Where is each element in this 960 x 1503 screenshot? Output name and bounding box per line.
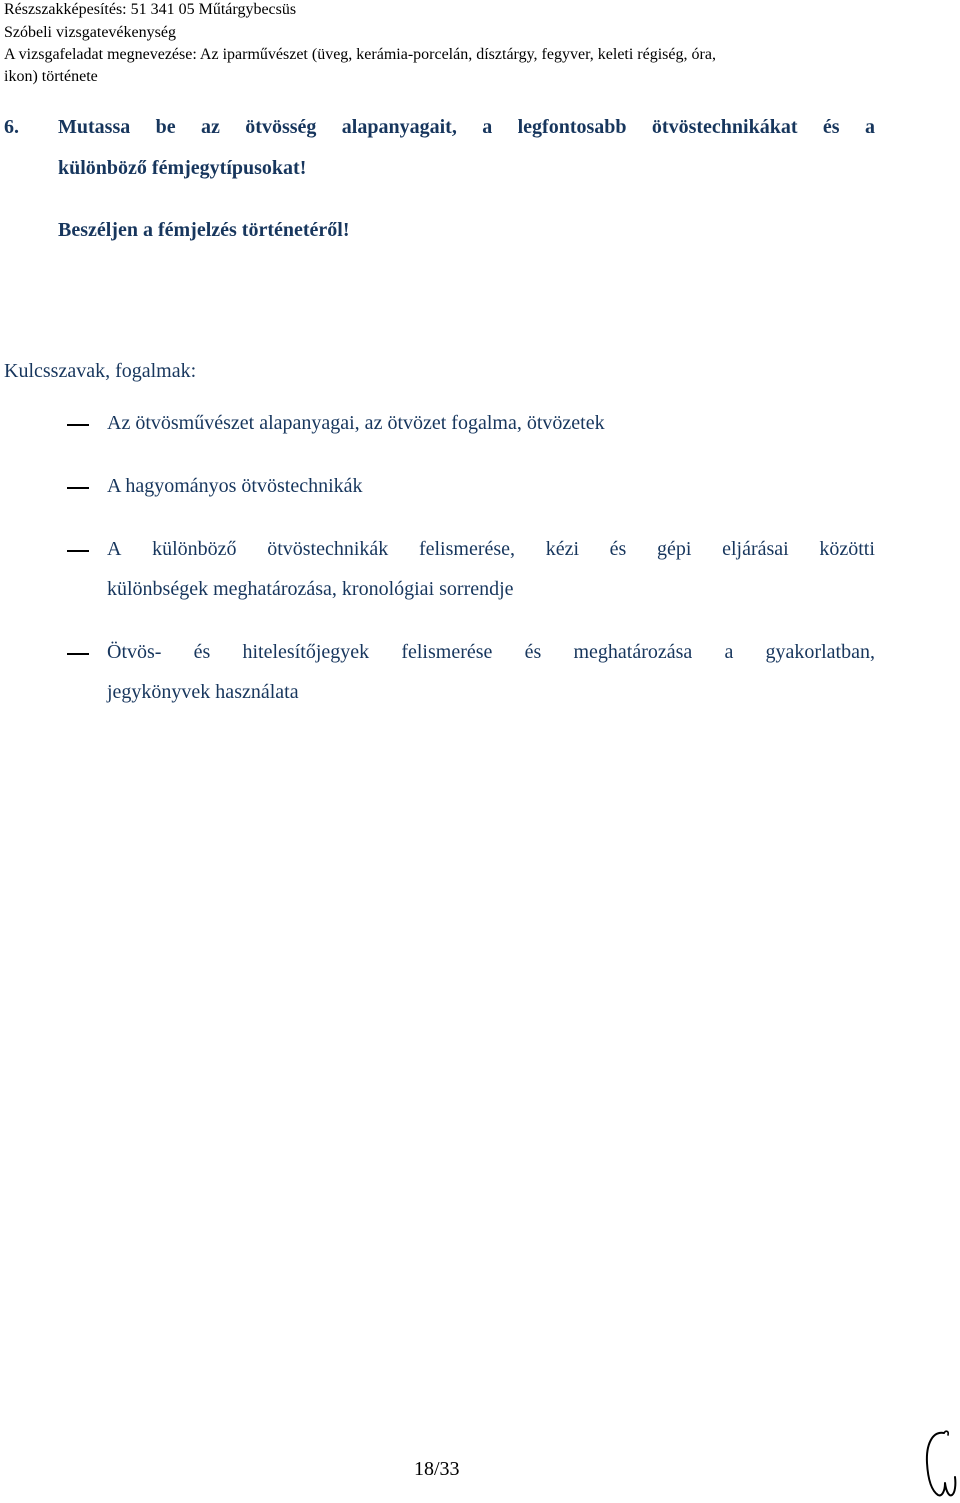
keyword-word: felismerése, xyxy=(418,538,516,560)
dash-bullet xyxy=(67,487,89,489)
keywords-title: Kulcsszavak, fogalmak: xyxy=(4,360,197,382)
keyword-word: és xyxy=(609,538,627,560)
dash-bullet xyxy=(67,550,89,552)
question-word: a xyxy=(482,116,493,138)
question-word: és xyxy=(822,116,840,138)
question-word: ötvösség xyxy=(245,116,317,138)
question-word: az xyxy=(201,116,220,138)
keyword-word: gyakorlatban, xyxy=(765,641,875,663)
header-activity: Szóbeli vizsgatevékenység xyxy=(4,24,176,41)
keyword-word: kézi xyxy=(545,538,579,560)
keyword-word: A xyxy=(107,538,122,560)
question-line-3: Beszéljen a fémjelzés történetéről! xyxy=(58,219,350,241)
question-line-2: különböző fémjegytípusokat! xyxy=(58,157,307,179)
question-word: be xyxy=(155,116,176,138)
question-word: alapanyagait, xyxy=(341,116,457,138)
keyword-word: meghatározása xyxy=(573,641,693,663)
keyword-item-4-line-1 xyxy=(107,639,875,665)
page-number: 18/33 xyxy=(414,1458,460,1480)
keyword-word: hitelesítőjegyek xyxy=(242,641,370,663)
signature-mark xyxy=(918,1425,958,1501)
dash-bullet xyxy=(67,653,89,655)
question-word: legfontosabb xyxy=(517,116,627,138)
header-qualification: Részszakképesítés: 51 341 05 Műtárgybecsüs xyxy=(4,1,297,18)
question-line-1 xyxy=(58,114,875,140)
header-task-name: A vizsgafeladat megnevezése: Az iparművészet (üveg, kerámia-porcelán, dísztárgy, fegyver, keleti régiség, óra, xyxy=(4,46,716,63)
question-word: ötvöstechnikákat xyxy=(651,116,798,138)
keyword-item-3-line-1 xyxy=(107,536,875,562)
keyword-item-4-line-2: jegykönyvek használata xyxy=(107,681,299,703)
keyword-word: Ötvös- xyxy=(107,641,162,663)
keyword-word: eljárásai xyxy=(722,538,789,560)
question-number: 6. xyxy=(4,116,19,138)
dash-bullet xyxy=(67,424,89,426)
keyword-word: és xyxy=(193,641,211,663)
keyword-item-1: Az ötvösművészet alapanyagai, az ötvözet fogalma, ötvözetek xyxy=(107,412,605,434)
keyword-word: és xyxy=(524,641,542,663)
keyword-word: különböző xyxy=(152,538,237,560)
keyword-word: közötti xyxy=(819,538,875,560)
question-word: Mutassa xyxy=(58,116,131,138)
header-task-name-cont: ikon) története xyxy=(4,68,98,85)
keyword-word: ötvöstechnikák xyxy=(267,538,389,560)
keyword-word: felismerése xyxy=(401,641,493,663)
keyword-word: gépi xyxy=(656,538,692,560)
question-word: a xyxy=(864,116,875,138)
keyword-word: a xyxy=(724,641,734,663)
keyword-item-3-line-2: különbségek meghatározása, kronológiai sorrendje xyxy=(107,578,514,600)
keyword-item-2: A hagyományos ötvöstechnikák xyxy=(107,475,363,497)
